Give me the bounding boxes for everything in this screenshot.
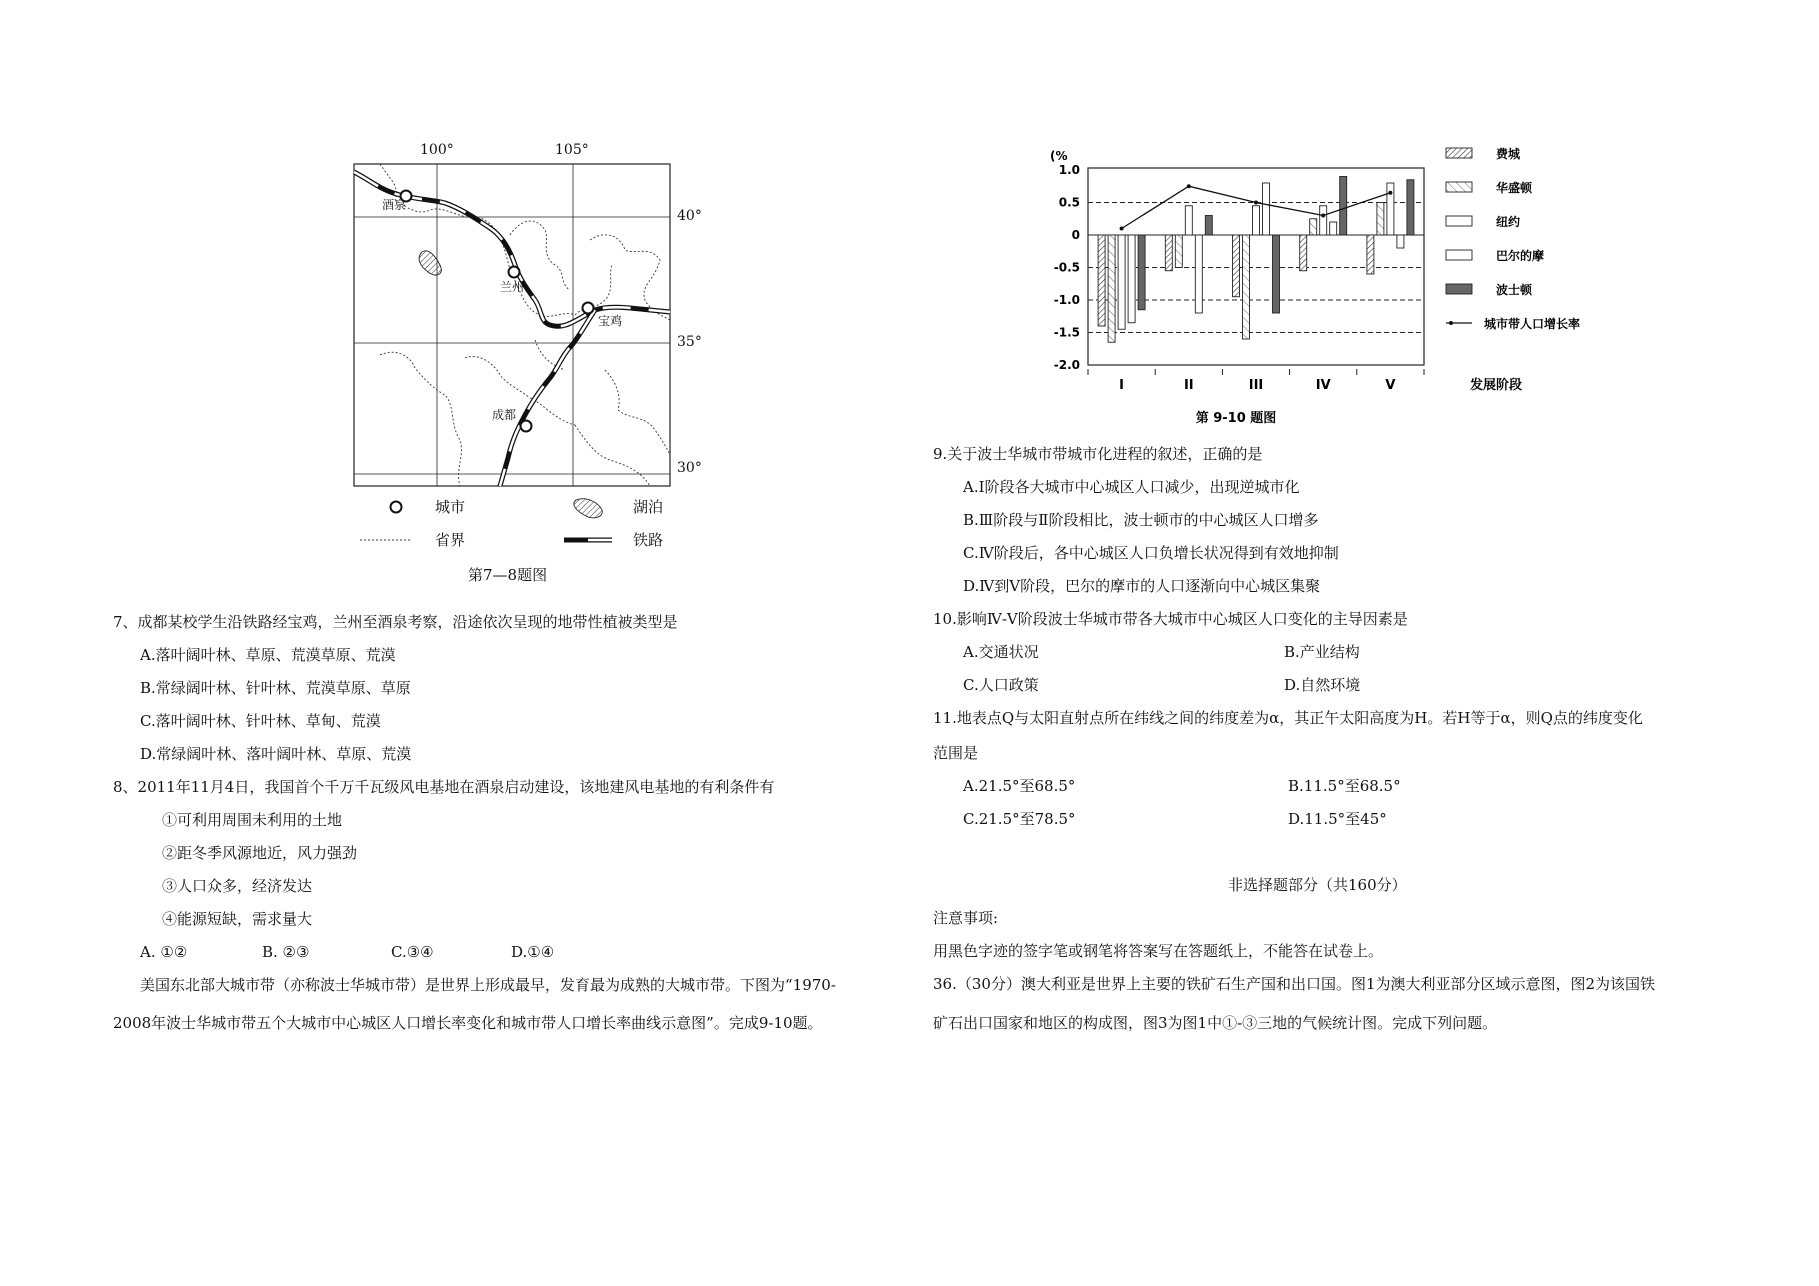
bar [1185, 206, 1192, 235]
q9-stem: 9.关于波士华城市带城市化进程的叙述，正确的是 [933, 445, 1263, 463]
q9-option-a: A.Ⅰ阶段各大城市中心城区人口减少，出现逆城市化 [963, 478, 1300, 496]
y-tick-label: -0.5 [1053, 260, 1080, 275]
q10-option-c: C.人口政策 [963, 676, 1039, 694]
bar [1118, 235, 1125, 329]
x-tick-label: III [1248, 378, 1264, 393]
q10-option-b: B.产业结构 [1284, 643, 1360, 661]
bar [1273, 235, 1280, 313]
bar [1310, 219, 1317, 235]
growth-point [1388, 191, 1392, 195]
y-tick-label: 0 [1071, 228, 1080, 242]
legend-label: 纽约 [1496, 215, 1521, 229]
city-label-jiuquan: 酒泉 [382, 198, 407, 212]
bar [1263, 183, 1270, 235]
legend-label: 波士顿 [1496, 283, 1533, 297]
q8-item-4: ④能源短缺，需求量大 [162, 910, 313, 928]
legend-railway: 铁路 [633, 531, 664, 549]
city-label-baoji: 宝鸡 [598, 314, 623, 328]
growth-point [1321, 214, 1325, 218]
q10-stem: 10.影响Ⅳ-Ⅴ阶段波士华城市带各大城市中心城区人口变化的主导因素是 [933, 610, 1408, 628]
q9-option-c: C.Ⅳ阶段后，各中心城区人口负增长状况得到有效地抑制 [963, 544, 1339, 562]
map-caption: 第7—8题图 [468, 566, 548, 584]
section-title: 非选择题部分（共160分） [1228, 876, 1407, 894]
bar [1175, 235, 1182, 268]
bar [1330, 222, 1337, 235]
legend-swatch [1446, 148, 1472, 158]
q11-option-a: A.21.5°至68.5° [963, 777, 1076, 795]
q11-option-c: C.21.5°至78.5° [963, 810, 1076, 828]
bar [1195, 235, 1202, 313]
growth-point [1120, 227, 1124, 231]
map-figure [350, 140, 710, 600]
legend-boundary: 省界 [435, 531, 466, 549]
q7-option-d: D.常绿阔叶林、落叶阔叶林、草原、荒漠 [140, 745, 412, 763]
q8-item-1: ①可利用周围未利用的土地 [162, 811, 343, 829]
y-tick-label: -1.0 [1053, 293, 1080, 307]
bar [1253, 206, 1260, 235]
legend-label: 华盛顿 [1496, 181, 1533, 195]
q9-option-b: B.Ⅲ阶段与Ⅱ阶段相比，波士顿市的中心城区人口增多 [963, 511, 1319, 529]
q7-option-a: A.落叶阔叶林、草原、荒漠草原、荒漠 [140, 646, 396, 664]
q8-option-a: A. ①② [140, 943, 188, 961]
y-tick-label: 1.0 [1058, 163, 1080, 177]
x-tick-label: V [1385, 378, 1396, 393]
notice-title: 注意事项: [933, 909, 999, 927]
y-tick-label: 0.5 [1058, 195, 1080, 210]
bar [1367, 235, 1374, 274]
q9-option-d: D.Ⅳ到Ⅴ阶段，巴尔的摩市的人口逐渐向中心城区集聚 [963, 577, 1321, 595]
q8-option-b: B. ②③ [262, 943, 310, 961]
legend-label: 费城 [1496, 147, 1521, 161]
q8-item-2: ②距冬季风源地近，风力强劲 [162, 844, 358, 862]
bar [1300, 235, 1307, 271]
bar [1243, 235, 1250, 339]
q8-option-c: C.③④ [391, 943, 434, 961]
x-tick-label: IV [1315, 378, 1331, 393]
intro-line-1: 美国东北部大城市带（亦称波士华城市带）是世界上形成最早，发育最为成熟的大城市带。下图为“1970- [140, 976, 836, 994]
bar-chart [1040, 140, 1600, 430]
legend-city: 城市 [435, 498, 466, 516]
q10-option-a: A.交通状况 [963, 643, 1039, 661]
q11-option-b: B.11.5°至68.5° [1288, 777, 1401, 795]
q7-option-c: C.落叶阔叶林、针叶林、草甸、荒漠 [140, 712, 381, 730]
bar [1098, 235, 1105, 326]
legend-swatch [1446, 216, 1472, 226]
city-label-lanzhou: 兰州 [500, 280, 525, 294]
q8-option-d: D.①④ [511, 943, 555, 961]
legend-swatch [1446, 182, 1472, 192]
intro-line-2: 2008年波士华城市带五个大城市中心城区人口增长率变化和城市带人口增长率曲线示意图”。完成9-10题。 [113, 1014, 823, 1032]
y-tick-label: -2.0 [1053, 358, 1080, 372]
x-axis-label: 发展阶段 [1470, 378, 1523, 393]
q10-option-d: D.自然环境 [1284, 676, 1361, 694]
bar [1128, 235, 1135, 323]
bar [1205, 216, 1212, 236]
chart-figure [1040, 140, 1600, 430]
q11-stem-line-2: 范围是 [933, 744, 979, 762]
bar [1397, 235, 1404, 248]
q7-stem: 7、成都某校学生沿铁路经宝鸡，兰州至酒泉考察，沿途依次呈现的地带性植被类型是 [113, 613, 678, 631]
x-tick-label: I [1119, 378, 1125, 393]
bar [1320, 206, 1327, 235]
legend-swatch [1446, 250, 1472, 260]
legend-lake: 湖泊 [633, 498, 664, 516]
bar [1233, 235, 1240, 297]
lat-label-35: 35° [677, 334, 702, 350]
y-axis-label: (% [1050, 149, 1068, 163]
legend-label: 巴尔的摩 [1496, 249, 1545, 263]
lat-label-40: 40° [677, 208, 702, 224]
q11-stem-line-1: 11.地表点Q与太阳直射点所在纬线之间的纬度差为α，其正午太阳高度为H。若H等于α，则Q点的纬度变化 [933, 709, 1643, 727]
bar [1138, 235, 1145, 310]
bar [1407, 180, 1414, 235]
legend-line-dot [1449, 321, 1453, 325]
legend-label: 城市带人口增长率 [1484, 317, 1581, 331]
growth-point [1187, 184, 1191, 188]
q11-option-d: D.11.5°至45° [1288, 810, 1387, 828]
chart-caption: 第 9-10 题图 [1195, 411, 1277, 426]
city-label-chengdu: 成都 [492, 408, 517, 422]
legend-swatch [1446, 284, 1472, 294]
q8-stem: 8、2011年11月4日，我国首个千万千瓦级风电基地在酒泉启动建设，该地建风电基地的有利条件有 [113, 778, 775, 796]
q7-option-b: B.常绿阔叶林、针叶林、荒漠草原、草原 [140, 679, 411, 697]
q36-line-1: 36.（30分）澳大利亚是世界上主要的铁矿石生产国和出口国。图1为澳大利亚部分区域示意图，图2为该国铁 [933, 975, 1656, 993]
notice-text: 用黑色字迹的签字笔或钢笔将答案写在答题纸上，不能答在试卷上。 [933, 942, 1384, 960]
q8-item-3: ③人口众多，经济发达 [162, 877, 313, 895]
bar [1108, 235, 1115, 342]
bar [1340, 177, 1347, 236]
growth-point [1254, 201, 1258, 205]
x-tick-label: II [1183, 378, 1194, 393]
lon-label-105: 105° [555, 142, 589, 158]
lat-label-30: 30° [677, 460, 702, 476]
lon-label-100: 100° [420, 142, 454, 158]
bar [1377, 203, 1384, 236]
y-tick-label: -1.5 [1053, 325, 1080, 340]
q36-line-2: 矿石出口国家和地区的构成图，图3为图1中①-③三地的气候统计图。完成下列问题。 [933, 1014, 1498, 1032]
bar [1165, 235, 1172, 271]
